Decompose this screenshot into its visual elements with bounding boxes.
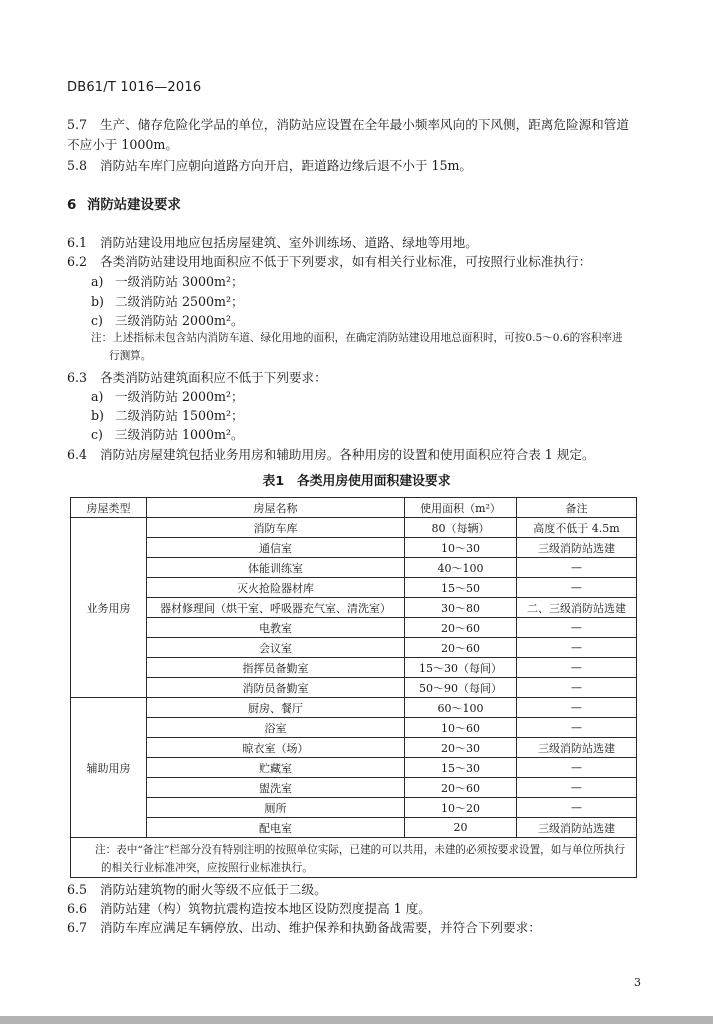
list-label: c) <box>91 427 103 442</box>
section-title: 消防站建设要求 <box>87 198 181 213</box>
room-name-cell: 指挥员备勤室 <box>147 658 405 678</box>
table-row <box>71 518 637 538</box>
clause-text: 消防站建筑物的耐火等级不应低于二级。 <box>100 882 327 897</box>
clause-text: 消防站建（构）筑物抗震构造按本地区设防烈度提高 1 度。 <box>100 901 431 916</box>
remark-cell: — <box>517 798 637 818</box>
room-name-cell: 贮藏室 <box>147 758 405 778</box>
clause-number: 6.2 <box>67 254 88 269</box>
clause-number: 5.8 <box>67 158 88 173</box>
column-header: 房屋类型 <box>71 498 147 518</box>
area-cell: 20～30 <box>405 738 517 758</box>
column-header: 房屋名称 <box>147 498 405 518</box>
clause-number: 6.7 <box>67 920 88 935</box>
clause-number: 6.6 <box>67 901 88 916</box>
list-text: 二级消防站 1500m²； <box>115 408 244 423</box>
list-label: a) <box>91 389 104 404</box>
clause-number: 6.5 <box>67 882 88 897</box>
table-row <box>71 618 637 638</box>
group-cell: 辅助用房 <box>71 698 147 838</box>
list-item <box>91 271 244 290</box>
remark-cell: — <box>517 778 637 798</box>
area-cell: 15～30（每间） <box>405 658 517 678</box>
table-row <box>71 798 637 818</box>
table-row <box>71 558 637 578</box>
area-cell: 40～100 <box>405 558 517 578</box>
area-cell: 20～60 <box>405 638 517 658</box>
area-cell: 10～30 <box>405 538 517 558</box>
list-text: 一级消防站 3000m²； <box>115 274 244 289</box>
area-cell: 50～90（每间） <box>405 678 517 698</box>
area-cell: 60～100 <box>405 698 517 718</box>
room-name-cell: 体能训练室 <box>147 558 405 578</box>
clause-number: 5.7 <box>67 117 88 132</box>
clause-text: 各类消防站建设用地面积应不低于下列要求，如有相关行业标准，可按照行业标准执行： <box>100 254 592 269</box>
document-code: DB61/T 1016—2016 <box>67 80 202 95</box>
room-name-cell: 晾衣室（场） <box>147 738 405 758</box>
room-name-cell: 消防员备勤室 <box>147 678 405 698</box>
remark-cell: — <box>517 698 637 718</box>
area-cell: 15～50 <box>405 578 517 598</box>
list-label: a) <box>91 274 104 289</box>
table-row <box>71 598 637 618</box>
clause-6-1 <box>67 232 478 251</box>
clause-6-6 <box>67 898 431 917</box>
clause-6-7 <box>67 917 541 936</box>
remark-cell: — <box>517 558 637 578</box>
list-item <box>91 424 244 443</box>
table-row <box>71 638 637 658</box>
table-note-row <box>71 838 637 878</box>
list-text: 三级消防站 2000m²。 <box>115 313 244 328</box>
room-name-cell: 配电室 <box>147 818 405 838</box>
page-number: 3 <box>634 976 641 989</box>
room-name-cell: 会议室 <box>147 638 405 658</box>
list-item <box>91 386 244 405</box>
group-cell: 业务用房 <box>71 518 147 698</box>
clause-5-8 <box>67 155 472 174</box>
table-header-row <box>71 498 637 518</box>
area-cell: 10～60 <box>405 718 517 738</box>
section-heading <box>67 194 181 213</box>
room-name-cell: 厨房、餐厅 <box>147 698 405 718</box>
list-item <box>91 291 244 310</box>
list-item <box>91 310 244 329</box>
room-name-cell: 厕所 <box>147 798 405 818</box>
table-row <box>71 818 637 838</box>
clause-5-7 <box>67 114 629 133</box>
table-row <box>71 578 637 598</box>
room-name-cell: 浴室 <box>147 718 405 738</box>
remark-cell: 三级消防站选建 <box>517 818 637 838</box>
area-cell: 15～30 <box>405 758 517 778</box>
table-title: 表1 各类用房使用面积建设要求 <box>262 474 451 489</box>
table-row <box>71 778 637 798</box>
area-cell: 80（每辆） <box>405 518 517 538</box>
remark-cell: 三级消防站选建 <box>517 538 637 558</box>
remark-cell: — <box>517 678 637 698</box>
clause-6-4 <box>67 444 595 463</box>
clause-text: 消防站建设用地应包括房屋建筑、室外训练场、道路、绿地等用地。 <box>100 235 478 250</box>
section-number: 6 <box>67 198 77 213</box>
room-name-cell: 电教室 <box>147 618 405 638</box>
area-cell: 20～60 <box>405 618 517 638</box>
room-name-cell: 盥洗室 <box>147 778 405 798</box>
room-name-cell: 器材修理间（烘干室、呼吸器充气室、清洗室） <box>147 598 405 618</box>
list-text: 一级消防站 2000m²； <box>115 389 244 404</box>
table-row <box>71 738 637 758</box>
table-row <box>71 698 637 718</box>
clause-text: 各类消防站建筑面积应不低于下列要求： <box>100 370 327 385</box>
table-row <box>71 538 637 558</box>
remark-cell: 高度不低于 4.5m <box>517 518 637 538</box>
room-name-cell: 灭火抢险器材库 <box>147 578 405 598</box>
clause-text: 不应小于 1000m。 <box>67 137 178 152</box>
room-name-cell: 通信室 <box>147 538 405 558</box>
scan-edge-strip <box>0 1016 713 1024</box>
column-header: 使用面积（m²） <box>405 498 517 518</box>
clause-number: 6.4 <box>67 447 88 462</box>
remark-cell: — <box>517 578 637 598</box>
table-row <box>71 658 637 678</box>
clause-6-3 <box>67 367 327 386</box>
clause-text: 生产、储存危险化学品的单位，消防站应设置在全年最小频率风向的下风侧，距离危险源和管道 <box>100 117 629 132</box>
remark-cell: 三级消防站选建 <box>517 738 637 758</box>
area-cell: 10～20 <box>405 798 517 818</box>
column-header: 备注 <box>517 498 637 518</box>
list-item <box>91 405 244 424</box>
area-cell: 30～80 <box>405 598 517 618</box>
remark-cell: — <box>517 718 637 738</box>
list-text: 二级消防站 2500m²； <box>115 294 244 309</box>
remark-cell: — <box>517 658 637 678</box>
table-row <box>71 678 637 698</box>
list-label: c) <box>91 313 103 328</box>
clause-6-2 <box>67 251 591 270</box>
table-note: 注：表中“备注”栏部分没有特别注明的按照单位实际，已建的可以共用，未建的必须按要求设置，如与单位所执行的相关行业标准冲突，应按照行业标准执行。 <box>71 838 637 878</box>
clause-text: 消防车库应满足车辆停放、出动、维护保养和执勤备战需要，并符合下列要求： <box>100 920 541 935</box>
remark-cell: — <box>517 618 637 638</box>
clause-number: 6.3 <box>67 370 88 385</box>
usage-area-table <box>70 497 637 878</box>
remark-cell: 二、三级消防站选建 <box>517 598 637 618</box>
remark-cell: — <box>517 758 637 778</box>
list-text: 三级消防站 1000m²。 <box>115 427 244 442</box>
note-text: 注：上述指标未包含站内消防车道、绿化用地的面积，在确定消防站建设用地总面积时，可按0.5～0.6的容积率进 <box>91 332 623 344</box>
clause-text: 消防站车库门应朝向道路方向开启，距道路边缘后退不小于 15m。 <box>100 158 473 173</box>
note-text-continued: 行测算。 <box>109 350 152 362</box>
area-cell: 20 <box>405 818 517 838</box>
clause-5-7-continued <box>67 134 178 153</box>
remark-cell: — <box>517 638 637 658</box>
room-name-cell: 消防车库 <box>147 518 405 538</box>
area-cell: 20～60 <box>405 778 517 798</box>
list-label: b) <box>91 294 104 309</box>
clause-6-5 <box>67 879 327 898</box>
clause-text: 消防站房屋建筑包括业务用房和辅助用房。各种用房的设置和使用面积应符合表 1 规定。 <box>100 447 595 462</box>
clause-number: 6.1 <box>67 235 88 250</box>
table-row <box>71 718 637 738</box>
list-label: b) <box>91 408 104 423</box>
table-row <box>71 758 637 778</box>
